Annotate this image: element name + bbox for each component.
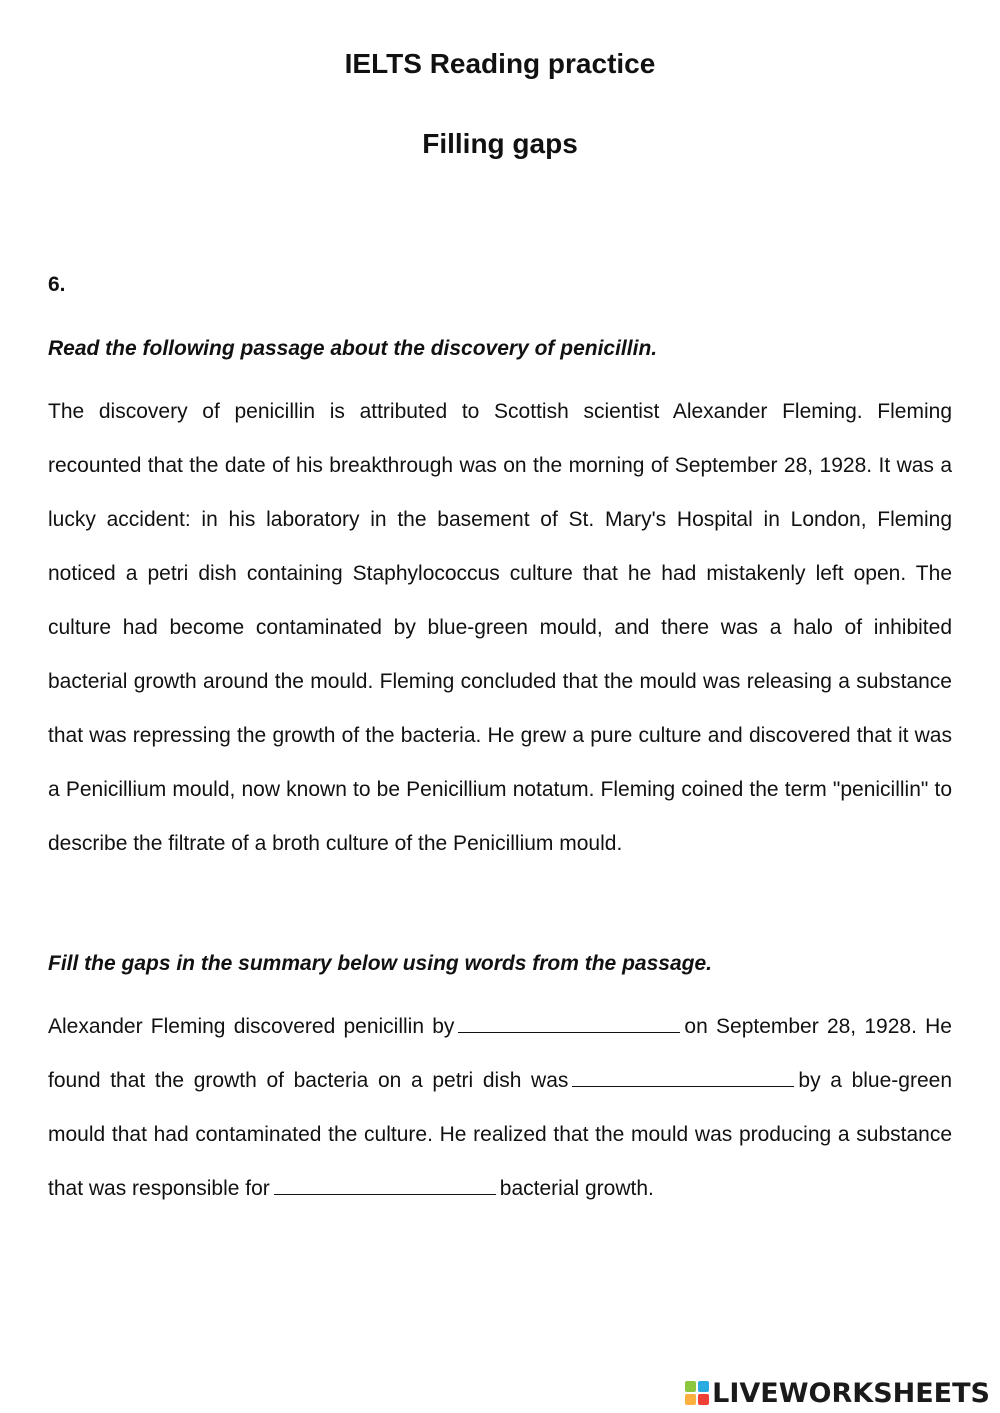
- summary-text-3: by a blue-green mould that had contaminated the culture. He realized that the mould was producing a substance that was responsible for: [48, 1069, 952, 1200]
- liveworksheets-logo-icon: [685, 1381, 709, 1405]
- gap-input-2[interactable]: [572, 1068, 794, 1087]
- page-subtitle: Filling gaps: [422, 128, 578, 159]
- liveworksheets-brand-text: LIVEWORKSHEETS: [712, 1377, 990, 1409]
- summary-paragraph: [48, 1000, 952, 1216]
- reading-passage: The discovery of penicillin is attributed to Scottish scientist Alexander Fleming. Fleming recounted that the date of his breakthrough was on the morning of September 28, 1928. It was a lucky accident: in his laboratory in the basement of St. Mary's Hospital in London, Fleming noticed a petri dish containing Staphylococcus culture that he had mistakenly left open. The culture had become contaminated by blue-green mould, and there was a halo of inhibited bacterial growth around the mould. Fleming concluded that the mould was releasing a substance that was repressing the growth of the bacteria. He grew a pure culture and discovered that it was a Penicillium mould, now known to be Penicillium notatum. Fleming coined the term "penicillin" to describe the filtrate of a broth culture of the Penicillium mould.: [48, 400, 952, 855]
- question-number: 6.: [48, 273, 66, 296]
- summary-text-2: on September 28, 1928. He found that the growth of bacteria on a petri dish was: [48, 1015, 952, 1092]
- page-title: IELTS Reading practice: [344, 48, 656, 79]
- gap-input-3[interactable]: [274, 1176, 496, 1195]
- summary-text-1: Alexander Fleming discovered penicillin by: [48, 1015, 455, 1038]
- reading-instruction: Read the following passage about the discovery of penicillin.: [48, 337, 658, 360]
- gap-input-1[interactable]: [458, 1014, 680, 1033]
- liveworksheets-logo: [685, 1376, 990, 1410]
- summary-text-4: bacterial growth.: [499, 1177, 654, 1200]
- fill-instruction: Fill the gaps in the summary below using words from the passage.: [48, 952, 712, 975]
